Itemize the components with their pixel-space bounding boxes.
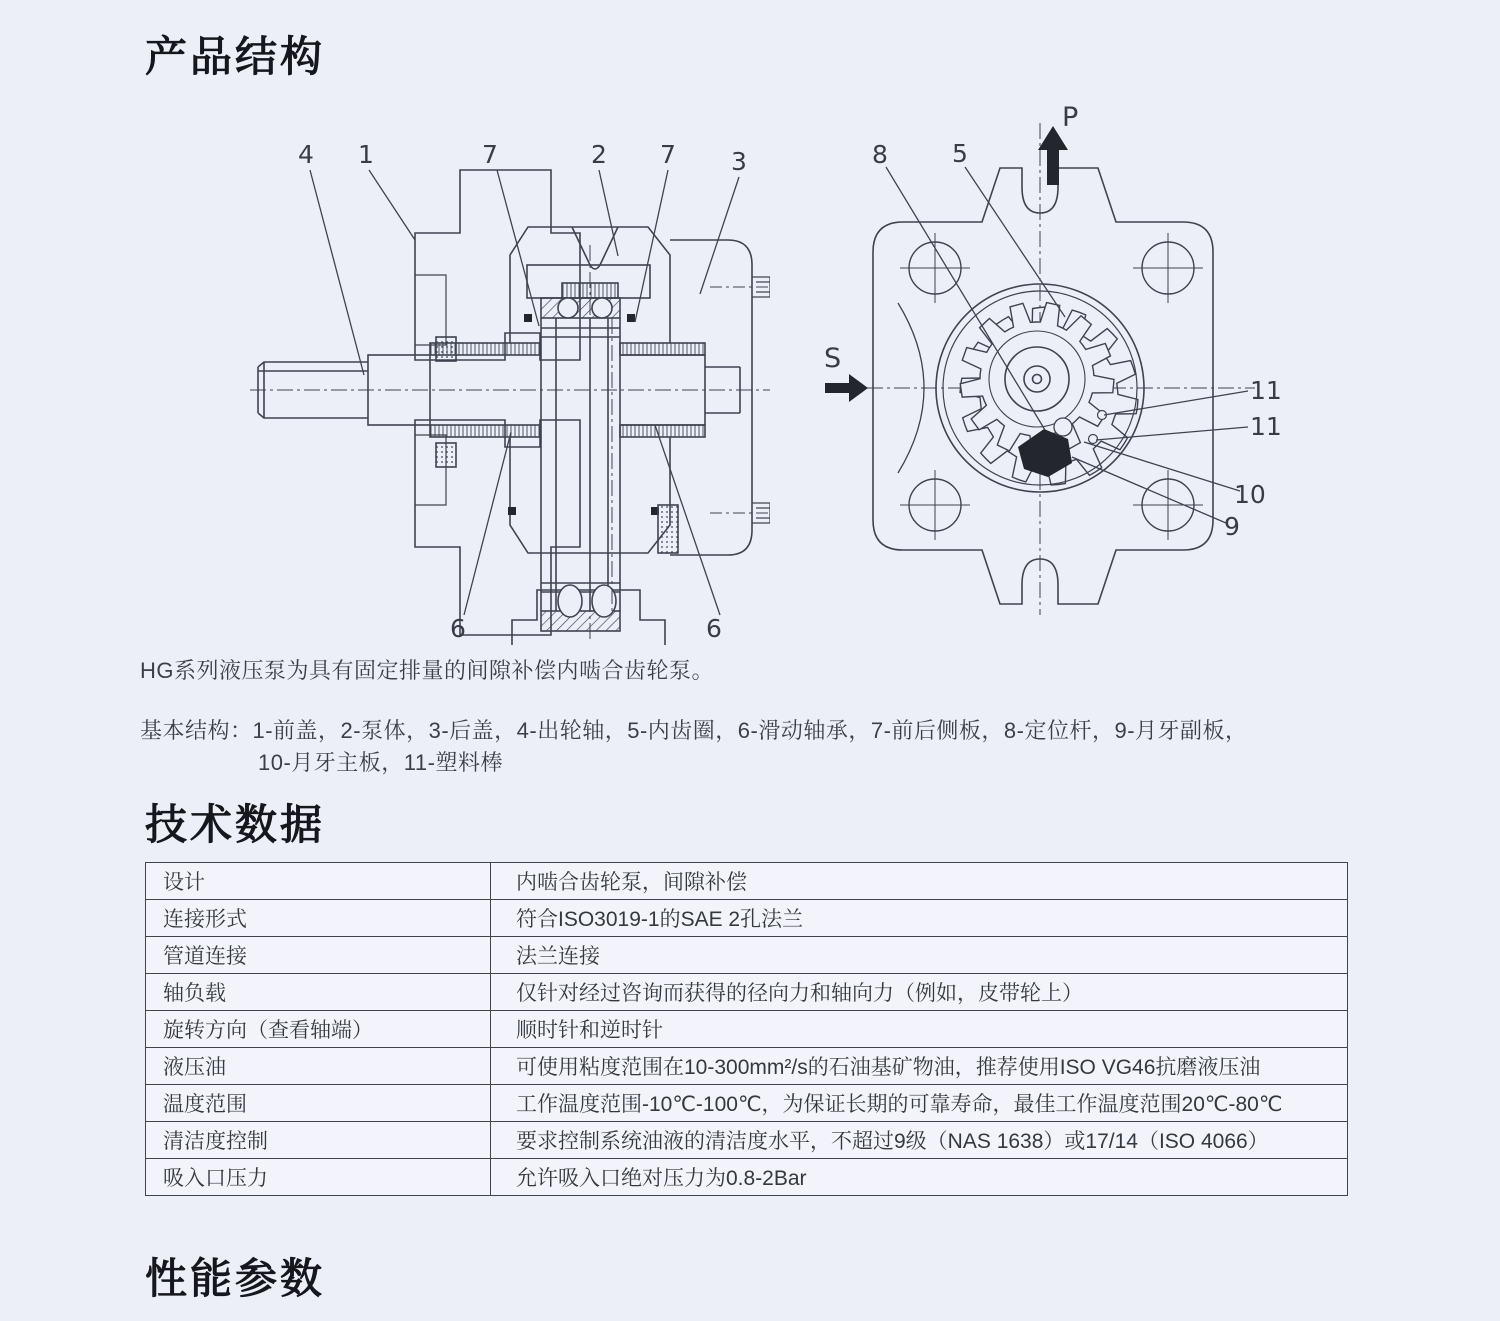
basic-structure-line2: 10-月牙主板，11-塑料棒 [258,750,503,775]
spec-value: 工作温度范围-10℃-100℃，为保证长期的可靠寿命，最佳工作温度范围20℃-80℃ [491,1085,1348,1122]
port-label-s: S [824,343,842,374]
part-label-1: 1 [358,140,374,169]
section-title-technical-data: 技术数据 [145,801,326,848]
table-row [146,937,1348,974]
table-row [146,1085,1348,1122]
part-label-4: 4 [298,140,314,169]
table-row [146,900,1348,937]
intro-text: HG系列液压泵为具有固定排量的间隙补偿内啮合齿轮泵。 [140,658,715,683]
part-label-7a: 7 [482,140,498,169]
spec-value: 法兰连接 [491,937,1348,974]
section-title-performance-params: 性能参数 [145,1255,326,1302]
part-label-6b: 6 [706,614,722,643]
suction-port-arrow [825,374,868,402]
cross-section-drawing [250,170,770,645]
pump-cross-section-diagram [250,115,770,645]
part-label-6a: 6 [450,614,466,643]
basic-structure-line1: 基本结构：1-前盖，2-泵体，3-后盖，4-出轮轴，5-内齿圈，6-滑动轴承，7-前后侧板，8-定位杆，9-月牙副板， [140,718,1248,743]
spec-label: 管道连接 [146,937,491,974]
spec-label: 温度范围 [146,1085,491,1122]
spec-value: 符合ISO3019-1的SAE 2孔法兰 [491,900,1348,937]
spec-label: 连接形式 [146,900,491,937]
table-row [146,1048,1348,1085]
spec-value: 允许吸入口绝对压力为0.8-2Bar [491,1159,1348,1196]
part-label-8: 8 [872,140,888,169]
spec-label: 清洁度控制 [146,1122,491,1159]
spec-label: 轴负载 [146,974,491,1011]
spec-value: 内啮合齿轮泵，间隙补偿 [491,863,1348,900]
part-label-2: 2 [591,140,607,169]
pressure-port-arrow [1038,126,1068,185]
front-view-drawing [840,123,1255,615]
spec-label: 旋转方向（查看轴端） [146,1011,491,1048]
spec-label: 设计 [146,863,491,900]
table-row [146,1159,1348,1196]
port-label-p: P [1062,102,1079,133]
table-row [146,1011,1348,1048]
part-label-11b: 11 [1250,412,1282,441]
table-row [146,1122,1348,1159]
part-label-9: 9 [1224,512,1240,541]
part-labels [298,140,747,643]
spec-value: 要求控制系统油液的清洁度水平，不超过9级（NAS 1638）或17/14（ISO 4066） [491,1122,1348,1159]
part-label-7b: 7 [660,140,676,169]
technical-data-table [145,862,1348,1196]
spec-value: 可使用粘度范围在10-300mm²/s的石油基矿物油，推荐使用ISO VG46抗磨液压油 [491,1048,1348,1085]
part-label-10: 10 [1234,480,1266,509]
spec-label: 液压油 [146,1048,491,1085]
part-label-11a: 11 [1250,376,1282,405]
spec-value: 仅针对经过咨询而获得的径向力和轴向力（例如，皮带轮上） [491,974,1348,1011]
table-row [146,974,1348,1011]
spec-label: 吸入口压力 [146,1159,491,1196]
part-label-3: 3 [731,147,747,176]
section-title-product-structure: 产品结构 [145,33,326,80]
table-row [146,863,1348,900]
part-label-5: 5 [952,139,968,168]
pump-front-view-diagram [800,95,1295,640]
spec-value: 顺时针和逆时针 [491,1011,1348,1048]
